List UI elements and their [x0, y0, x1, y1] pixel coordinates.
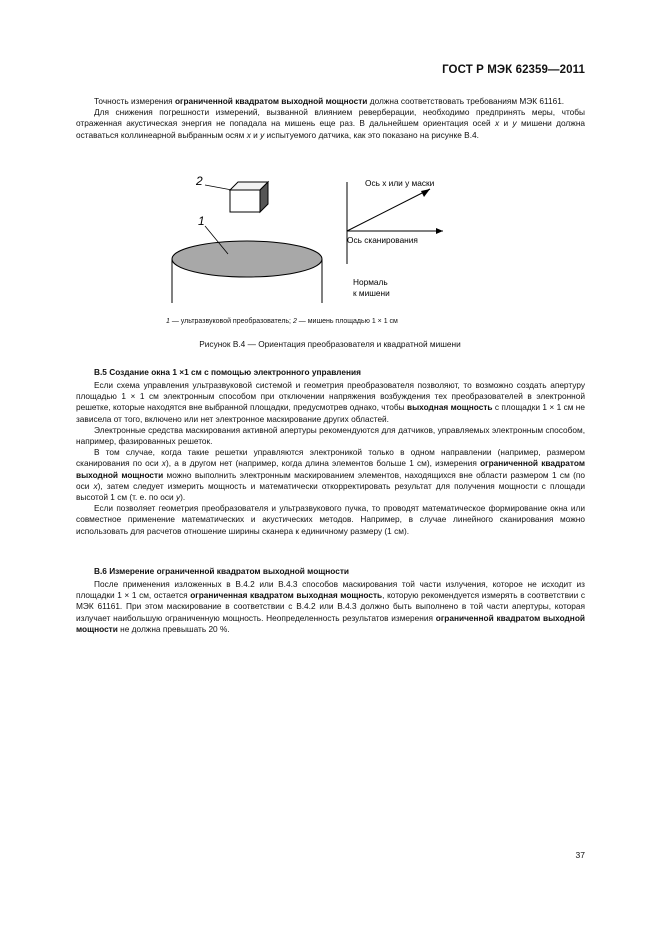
section-b5-text [76, 380, 585, 537]
leader-line-2 [205, 185, 232, 190]
transducer-cylinder [172, 241, 322, 303]
figure-b4 [160, 168, 500, 308]
mask-axis-arrow [421, 189, 430, 197]
axis-scan-label: Ось сканирования [347, 235, 418, 245]
axes-diagram [347, 182, 443, 264]
section-b5-paragraph-3: В том случае, когда такие решетки управляются электроникой только в одном направлении (например, размером сканирования по оси x), а в другом нет (например, когда длина элементов больше 1 см), измерения ограниченной квадратом выходной мощности можно выполнить электронным маскированием элементов, находящихся вне области размером 1 см (по оси x), затем следует измерить мощность и математически откорректировать результат для получения мощности с площади высотой 1 см (т. е. по оси y). [76, 447, 586, 503]
section-b6-paragraph-1: После применения изложенных в В.4.2 или В.4.3 способов маскирования той части излучения, которое не исходит из площадки 1 × 1 см, остается ограниченная квадратом выходная мощность, которую рекомендуется измерять в соответствии с МЭК 61161. При этом маскирование в соответствии с В.4.2 или В.4.3 должно быть выполнено в той части апертуры, которая излучает наибольшую ограниченную мощность. Неопределенность результатов измерения ограниченной квадратом выходной мощности не должна превышать 20 %. [76, 579, 586, 634]
intro-paragraph-2: Для снижения погрешности измерений, вызванной влиянием реверберации, необходимо предпринять меры, чтобы отраженная акустическая энергия не попадала на мишень еще раз. В дальнейшем ориентация осей x и y мишени должна оставаться коллинеарной выбранным осям x и y испытуемого датчика, как это показано на рисунке В.4. [76, 107, 586, 140]
section-b6-text [76, 579, 585, 635]
section-b6-heading: В.6 Измерение ограниченной квадратом выходной мощности [94, 566, 350, 576]
figure-legend: 1 — ультразвуковой преобразователь; 2 — мишень площадью 1 × 1 см [166, 318, 398, 325]
intro-paragraph-1: Точность измерения ограниченной квадратом выходной мощности должна соответствовать требованиям МЭК 61161. [94, 96, 565, 106]
scan-axis-arrow [436, 228, 443, 234]
document-header: ГОСТ Р МЭК 62359—2011 [442, 64, 585, 76]
section-b5-heading: В.5 Создание окна 1 ×1 см с помощью электронного управления [94, 367, 361, 377]
figure-caption: Рисунок В.4 — Ориентация преобразователя и квадратной мишени [199, 339, 461, 349]
axis-mask-label: Ось x или y маски [365, 178, 435, 188]
section-b5-paragraph-2: Электронные средства маскирования активной апертуры рекомендуются для датчиков, управляемых электронным способом, например, фазированных решеток. [76, 424, 585, 447]
mask-axis-line [347, 189, 430, 231]
figure-label-2: 2 [196, 174, 203, 188]
page-number: 37 [575, 850, 585, 860]
normal-label-line1: Нормаль [353, 277, 388, 287]
section-b5-paragraph-4: Если позволяет геометрия преобразователя и ультразвукового пучка, то проводят математическое формирование окна или совместное применение математических и акустических методов. Например, в случае линейного сканирования можно использовать для расчетов отношение ширины сканера к единичному размеру (1 см). [76, 503, 585, 536]
figure-b4-drawing [160, 168, 500, 308]
target-cube [230, 182, 268, 212]
normal-label-line2: к мишени [353, 288, 390, 298]
section-b5-paragraph-1: Если схема управления ультразвуковой системой и геометрия преобразователя позволяют, то возможно создать апертуру площадью 1 × 1 см электронным способом при отключении напряжения возбуждения тех преобразователей в электронной решетке, которые находятся вне выбранной площадки, предусмотрев однако, чтобы выходная мощность с площадки 1 × 1 см не зависела от того, включено или нет электронное маскирование других областей. [76, 380, 585, 424]
figure-label-1: 1 [198, 214, 205, 228]
intro-text [76, 96, 585, 141]
